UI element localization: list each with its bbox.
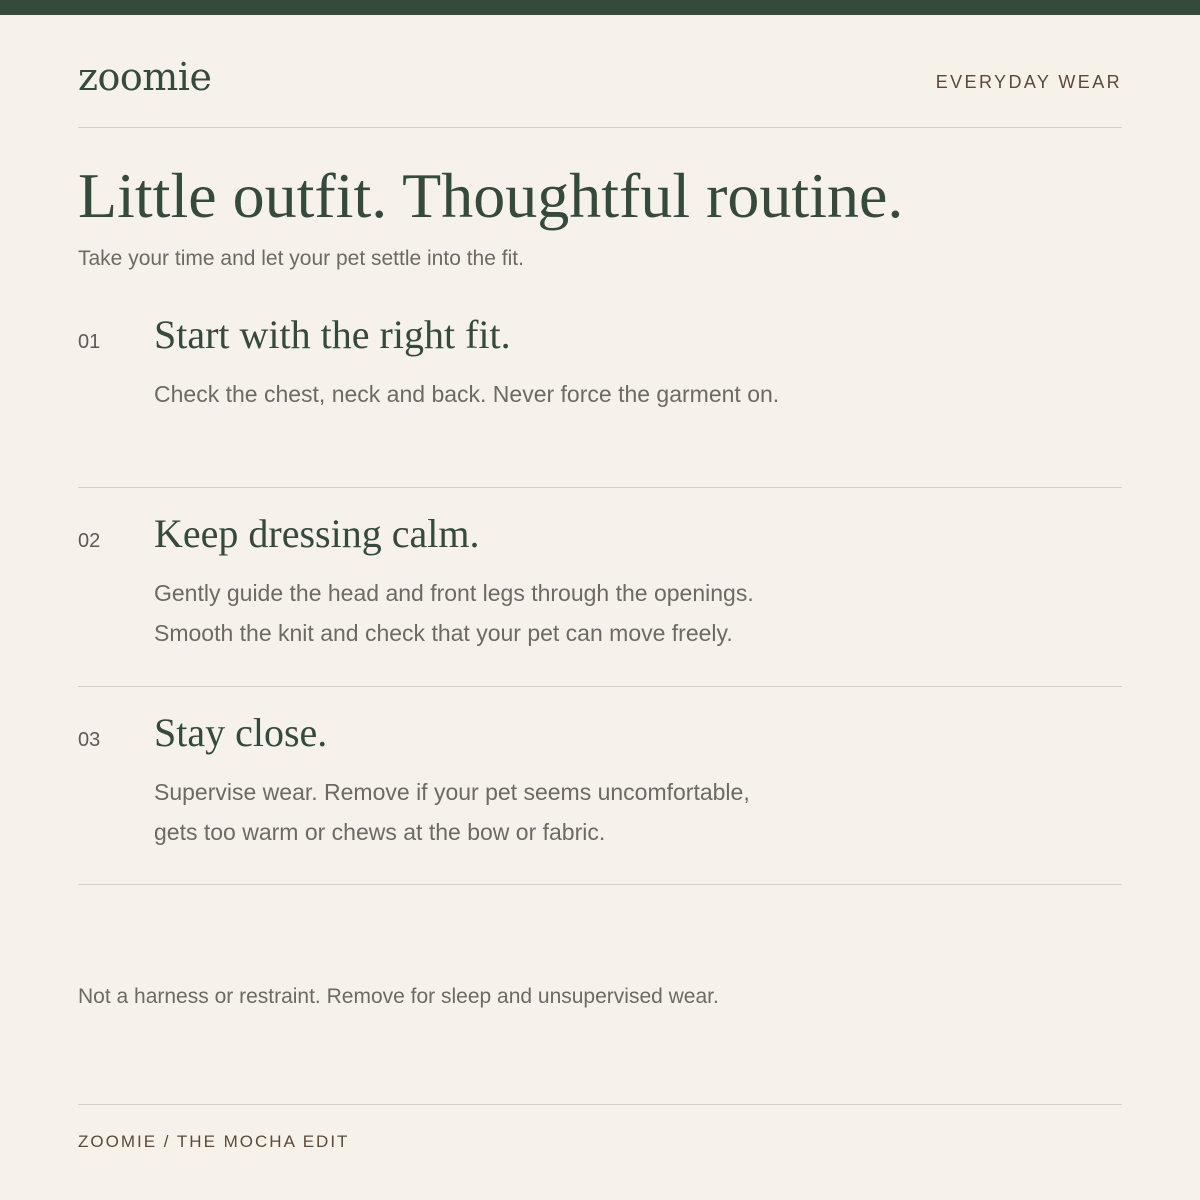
step-title: Keep dressing calm. xyxy=(154,511,480,556)
step-description-line: Gently guide the head and front legs through the openings. xyxy=(154,580,754,606)
step-description xyxy=(154,374,779,414)
step-description xyxy=(154,772,750,852)
step-description xyxy=(154,573,754,653)
header-divider xyxy=(78,127,1122,128)
footer-label: ZOOMIE / THE MOCHA EDIT xyxy=(78,1132,350,1151)
step-divider xyxy=(78,884,1122,885)
brand-logo: zoomie xyxy=(78,55,212,99)
step-number: 01 xyxy=(78,331,101,353)
step-title: Stay close. xyxy=(154,710,328,755)
step-description-line: Check the chest, neck and back. Never force the garment on. xyxy=(154,381,780,407)
step-number: 02 xyxy=(78,530,101,552)
collection-label: EVERYDAY WEAR xyxy=(935,72,1122,92)
step-title: Start with the right fit. xyxy=(154,312,511,357)
page-subtitle: Take your time and let your pet settle into the fit. xyxy=(78,247,524,270)
step-divider xyxy=(78,686,1122,687)
safety-disclaimer: Not a harness or restraint. Remove for sleep and unsupervised wear. xyxy=(78,985,719,1008)
step-divider xyxy=(78,487,1122,488)
step-description-line: Supervise wear. Remove if your pet seems uncomfortable, xyxy=(154,779,750,805)
footer-divider xyxy=(78,1104,1122,1105)
page-title: Little outfit. Thoughtful routine. xyxy=(78,160,904,231)
step-description-line: Smooth the knit and check that your pet can move freely. xyxy=(154,620,733,646)
step-description-line: gets too warm or chews at the bow or fabric. xyxy=(154,819,606,845)
step-number: 03 xyxy=(78,729,101,751)
top-accent-bar xyxy=(0,0,1200,15)
